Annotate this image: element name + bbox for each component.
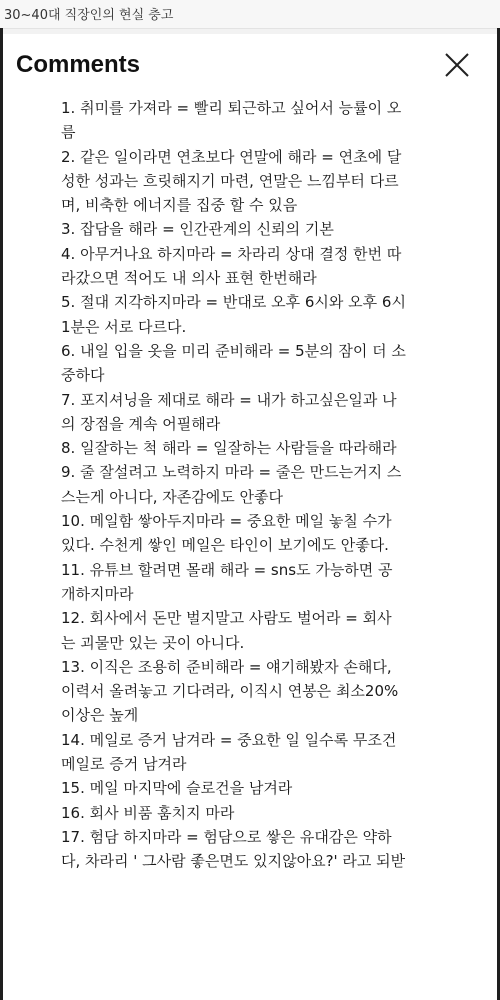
comment-line: 9. 줄 잘설려고 노력하지 마라 = 줄은 만드는거지 스 [61, 463, 402, 482]
comment-line: 6. 내일 입을 옷을 미리 준비해라 = 5분의 잠이 더 소 [61, 341, 406, 360]
comment-line: 라갔으면 적어도 내 의사 표현 한번해라 [61, 269, 317, 288]
comment-line: 16. 회사 비품 훔치지 마라 [61, 803, 235, 822]
comment-line: 5. 절대 지각하지마라 = 반대로 오후 6시와 오후 6시 [61, 293, 406, 312]
comment-line: 개하지마라 [61, 584, 134, 603]
comment-line: 8. 일잘하는 척 해라 = 일잘하는 사람들을 따라해라 [61, 439, 397, 458]
comment-body [61, 96, 453, 874]
comments-header [3, 34, 497, 94]
comment-line: 중하다 [61, 366, 105, 385]
close-icon[interactable] [441, 49, 473, 81]
page-header [0, 0, 500, 29]
comment-line: 1. 취미를 가져라 = 빨리 퇴근하고 싶어서 능률이 오 [61, 99, 402, 117]
comment-line: 다, 차라리 ' 그사람 좋은면도 있지않아요?' 라고 되받 [61, 852, 406, 871]
comment-line: 13. 이직은 조용히 준비해라 = 얘기해봤자 손해다, [61, 657, 392, 676]
comment-line: 름 [61, 123, 76, 142]
comment-line: 3. 잡담을 해라 = 인간관계의 신뢰의 기본 [61, 220, 334, 239]
comment-line: 있다. 수천게 쌓인 메일은 타인이 보기에도 안좋다. [61, 536, 389, 555]
comment-line: 7. 포지셔닝을 제대로 해라 = 내가 하고싶은일과 나 [61, 390, 397, 409]
comment-line: 11. 유튜브 할려면 몰래 해라 = sns도 가능하면 공 [61, 560, 393, 579]
comment-line: 4. 아무거나요 하지마라 = 차라리 상대 결정 한번 따 [61, 244, 402, 263]
comment-line: 17. 험담 하지마라 = 험담으로 쌓은 유대감은 약하 [61, 827, 392, 846]
comment-line: 며, 비축한 에너지를 집중 할 수 있음 [61, 196, 298, 215]
comment-line: 15. 메일 마지막에 슬로건을 남겨라 [61, 779, 293, 798]
comment-line: 스는게 아니다, 자존감에도 안좋다 [61, 487, 283, 506]
comment-line: 10. 메일함 쌓아두지마라 = 중요한 메일 놓칠 수가 [61, 512, 392, 531]
comment-line: 1분은 서로 다르다. [61, 317, 187, 336]
comment-line: 14. 메일로 증거 남겨라 = 중요한 일 일수록 무조건 [61, 730, 397, 749]
comment-line: 2. 같은 일이라면 연초보다 연말에 해라 = 연초에 달 [61, 147, 402, 166]
comment-line: 는 괴물만 있는 곳이 아니다. [61, 633, 245, 652]
comment-line: 메일로 증거 남겨라 [61, 755, 187, 774]
comment-line: 의 장점을 계속 어필해라 [61, 414, 221, 433]
comment-line: 이력서 올려놓고 기다려라, 이직시 연봉은 최소20% [61, 682, 399, 701]
comments-title: Comments [16, 51, 141, 78]
comment-line: 성한 성과는 흐릿해지기 마련, 연말은 느낌부터 다르 [61, 171, 399, 190]
comments-panel [3, 34, 497, 1000]
comment-line: 12. 회사에서 돈만 벌지말고 사람도 벌어라 = 회사 [61, 609, 392, 628]
comment-line: 이상은 높게 [61, 706, 139, 725]
page-title: 30~40대 직장인의 현실 충고 [4, 8, 174, 23]
